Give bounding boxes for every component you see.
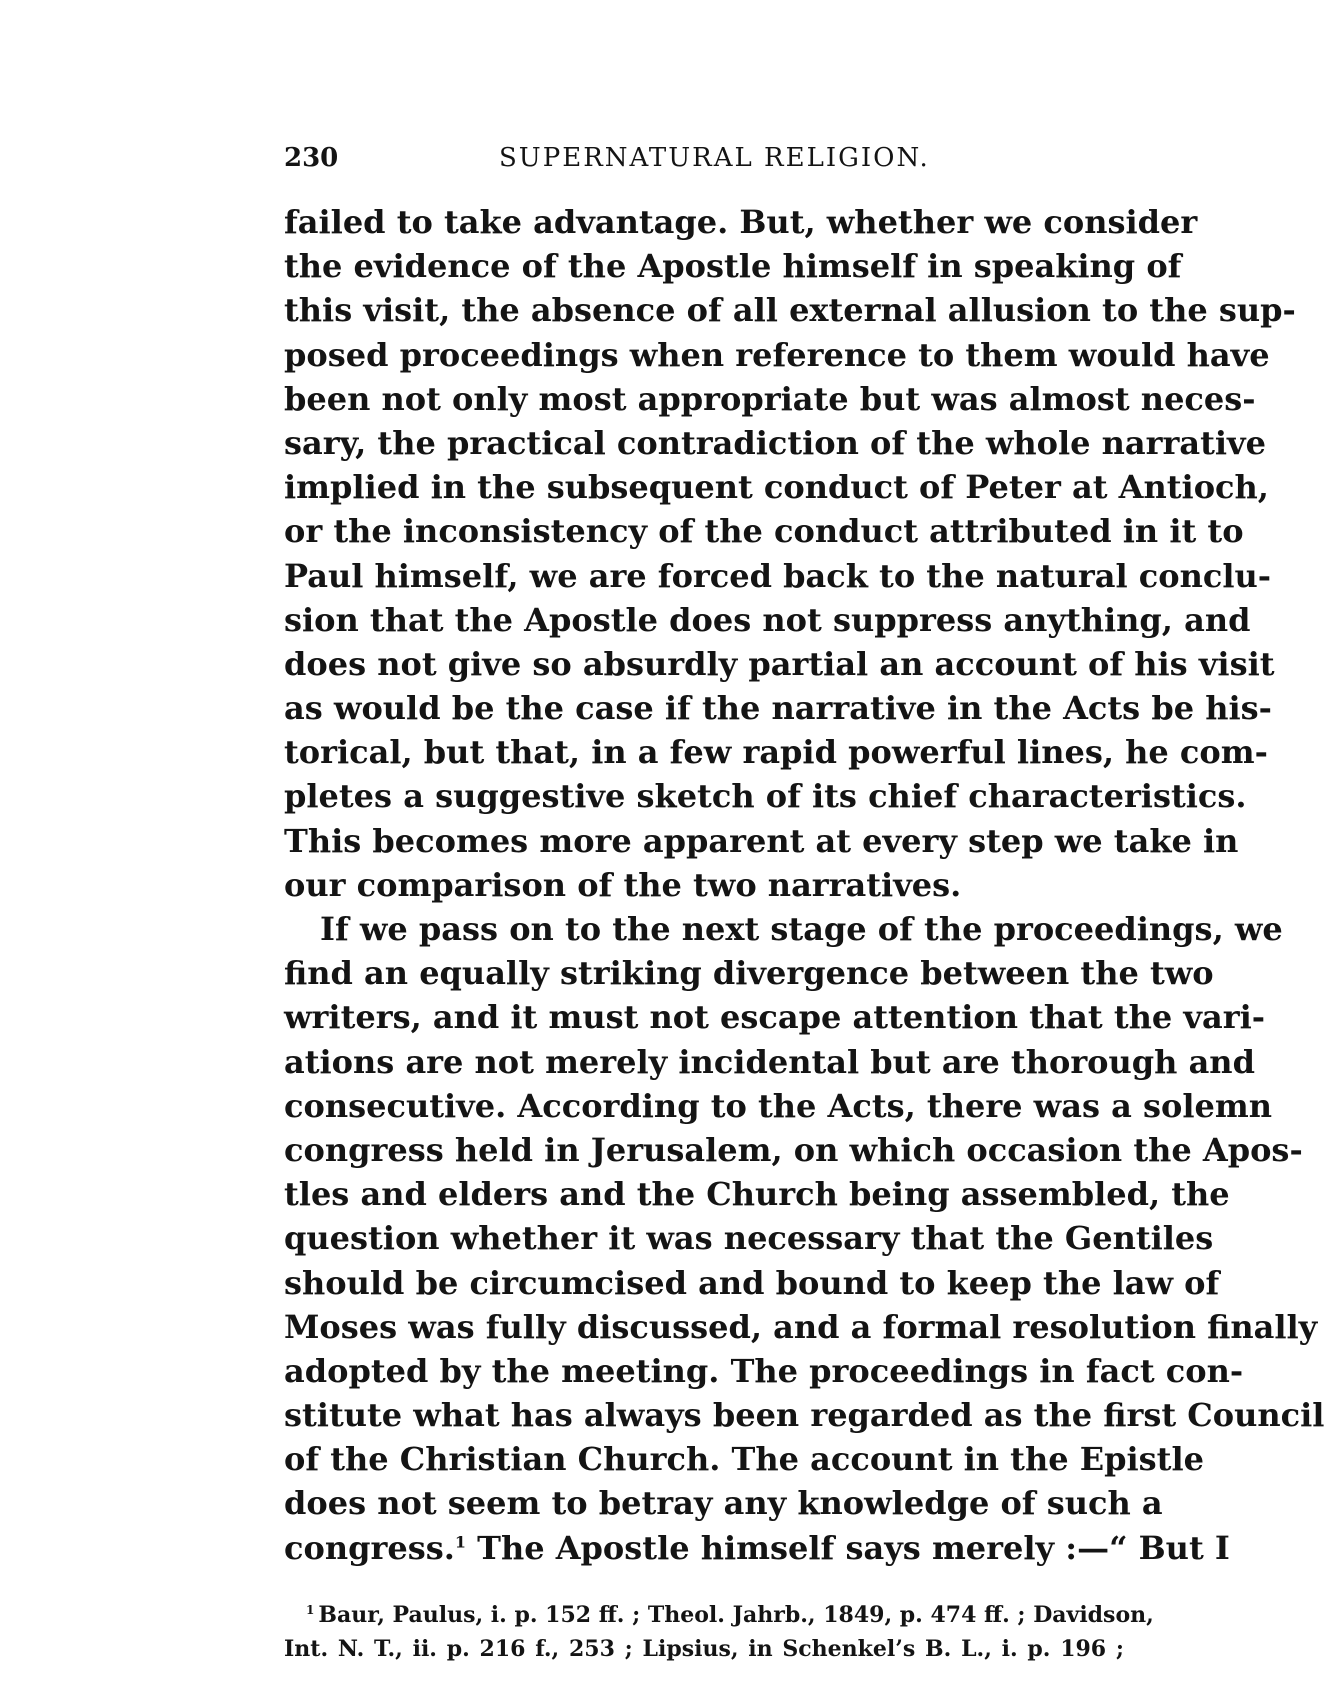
page-number: 230 <box>284 143 339 173</box>
footnote-line <box>284 1598 1154 1632</box>
text-line: implied in the subsequent conduct of Peter at Antioch, <box>284 468 1269 507</box>
text-line: congress held in Jerusalem, on which occasion the Apos- <box>284 1130 1303 1169</box>
text-line: sion that the Apostle does not suppress anything, and <box>284 600 1251 639</box>
text-line: writers, and it must not escape attention that the vari- <box>284 998 1265 1037</box>
text-line: ations are not merely incidental but are thorough and <box>284 1042 1255 1081</box>
footnote-marker: 1 <box>306 1602 315 1617</box>
text-line: does not seem to betray any knowledge of such a <box>284 1484 1163 1523</box>
running-header <box>284 138 1124 178</box>
text-line: as would be the case if the narrative in the Acts be his- <box>284 689 1272 728</box>
text-line: consecutive. According to the Acts, there was a solemn <box>284 1086 1272 1125</box>
text-segment: congress. <box>284 1528 455 1567</box>
text-line: adopted by the meeting. The proceedings in fact con- <box>284 1351 1244 1390</box>
text-line: posed proceedings when reference to them would have <box>284 335 1270 374</box>
text-segment: The Apostle himself says merely :—“ But I <box>466 1528 1230 1567</box>
footnote-reference[interactable]: 1 <box>454 1531 466 1551</box>
text-line: Paul himself, we are forced back to the natural conclu- <box>284 556 1272 595</box>
text-line: should be circumcised and bound to keep the law of <box>284 1263 1220 1302</box>
text-line: our comparison of the two narratives. <box>284 865 962 904</box>
text-line: find an equally striking divergence between the two <box>284 954 1214 993</box>
text-line: This becomes more apparent at every step we take in <box>284 821 1239 860</box>
body-text <box>284 200 1324 1570</box>
footnotes <box>284 1598 1154 1666</box>
text-line: or the inconsistency of the conduct attributed in it to <box>284 512 1244 551</box>
text-line: been not only most appropriate but was almost neces- <box>284 379 1256 418</box>
footnote-text: Baur, Paulus, i. p. 152 ff. ; Theol. Jahrb., 1849, p. 474 ff. ; Davidson, <box>318 1602 1154 1628</box>
text-line: tles and elders and the Church being assembled, the <box>284 1175 1230 1214</box>
text-line: does not give so absurdly partial an account of his visit <box>284 644 1275 683</box>
text-line: Moses was fully discussed, and a formal resolution finally <box>284 1307 1318 1346</box>
footnote-line: Int. N. T., ii. p. 216 f., 253 ; Lipsius, in Schenkel’s B. L., i. p. 196 ; <box>284 1636 1124 1662</box>
text-line: the evidence of the Apostle himself in speaking of <box>284 247 1182 286</box>
text-line: pletes a suggestive sketch of its chief characteristics. <box>284 777 1247 816</box>
text-line: stitute what has always been regarded as the first Council <box>284 1396 1324 1435</box>
running-title: SUPERNATURAL RELIGION. <box>499 143 930 173</box>
text-line: of the Christian Church. The account in the Epistle <box>284 1440 1204 1479</box>
text-line: torical, but that, in a few rapid powerful lines, he com- <box>284 733 1268 772</box>
text-line: sary, the practical contradiction of the whole narrative <box>284 423 1266 462</box>
text-line: failed to take advantage. But, whether we consider <box>284 203 1198 241</box>
text-line-with-footnote-ref <box>284 1526 1230 1570</box>
text-line: this visit, the absence of all external allusion to the sup- <box>284 291 1296 330</box>
text-line: If we pass on to the next stage of the proceedings, we <box>320 910 1283 948</box>
text-line: question whether it was necessary that the Gentiles <box>284 1219 1214 1258</box>
